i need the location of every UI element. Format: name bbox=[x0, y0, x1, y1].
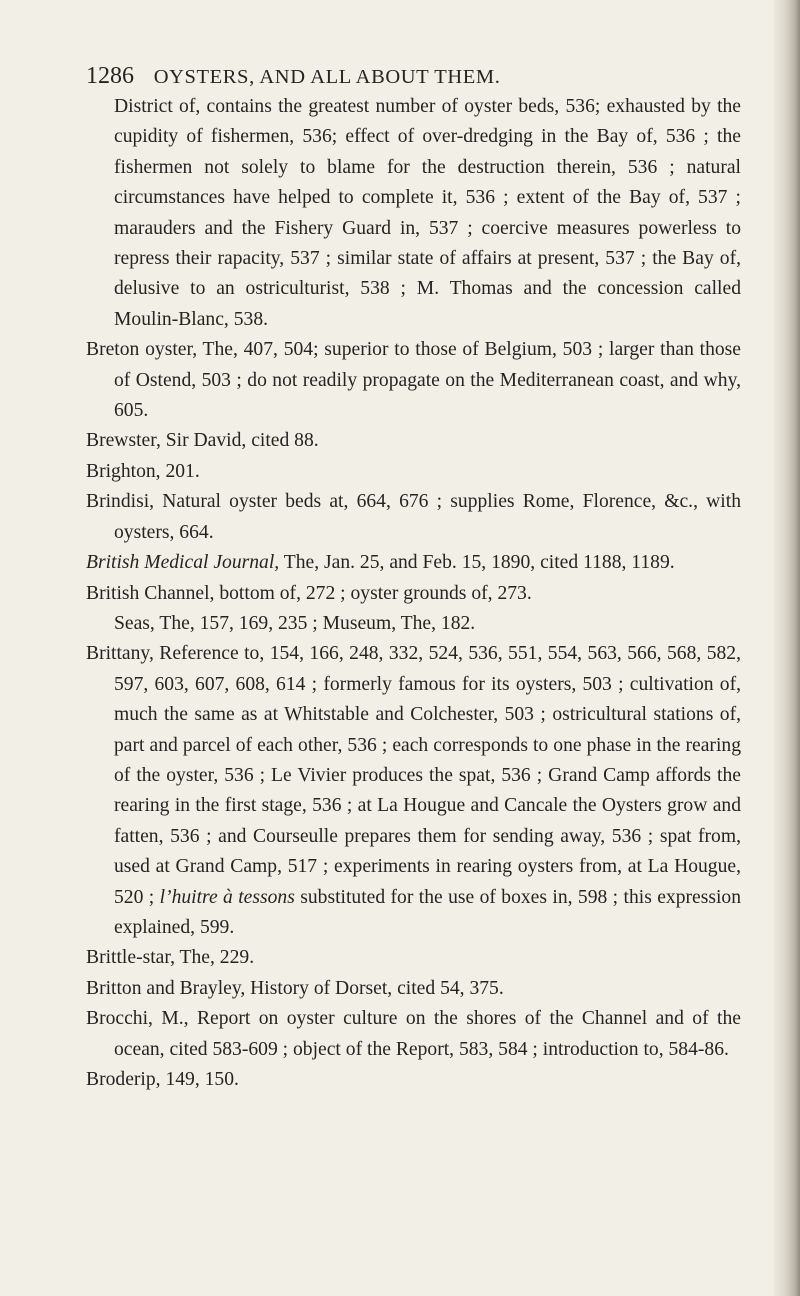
running-title: OYSTERS, AND ALL ABOUT THEM. bbox=[153, 66, 501, 88]
entry-text: Brocchi, M., Report on oyster culture on the shores of the Channel and of the ocean, cited 583-609 ; object of the Report, 583, 584 ; introduction to, 584-86. bbox=[86, 1008, 741, 1060]
entry-text: Brittany, Reference to, 154, 166, 248, 332, 524, 536, 551, 554, 563, 566, 568, 582, 597, 603, 607, 608, 614 ; formerly famous for its oysters, 503 ; cultivation of, much the same as at Whitstable and Colchester, 503 ; ostricultural stations of, part and parcel of each other, 536 ; each corresponds to one phase in the rearing of the oyster, 536 ; Le Vivier produces the spat, 536 ; Grand Camp affords the rearing in the first stage, 536 ; at La Hougue and Cancale the Oysters grow and fatten, 536 ; and Courseulle prepares them for sending away, 536 ; spat from, used at Grand Camp, 517 ; experiments in rearing oysters from, at La Hougue, 520 ; bbox=[86, 643, 741, 908]
entry-text: substituted for the use of boxes in, 598 ; this expression explained, 599. bbox=[114, 886, 742, 938]
entry-text: Brindisi, Natural oyster beds at, 664, 676 ; supplies Rome, Florence, &c., with oysters, 664. bbox=[86, 491, 741, 543]
entry-text: The, Jan. 25, and Feb. 15, 1890, cited 1188, 1189. bbox=[279, 552, 675, 574]
italic-title: l’huitre à tessons bbox=[159, 886, 295, 908]
entry-text: Brighton, 201. bbox=[86, 460, 200, 482]
entry-text: Breton oyster, The, 407, 504; superior to those of Belgium, 503 ; larger than those of Ostend, 503 ; do not readily propagate on the Mediterranean coast, and why, 605. bbox=[86, 339, 741, 422]
entry-text: District of, contains the greatest number of oyster beds, 536; exhausted by the cupidity of fishermen, 536; effect of over-dredging in the Bay of, 536 ; the fishermen not solely to blame for the destruction therein, 536 ; natural circumstances have helped to complete it, 536 ; extent of the Bay of, 537 ; marauders and the Fishery Guard in, 537 ; coercive measures powerless to repress their rapacity, 537 ; similar state of affairs at present, 537 ; the Bay of, delusive to an ostriculturist, 538 ; M. Thomas and the concession called Moulin-Blanc, 538. bbox=[114, 96, 741, 330]
entry-text: Britton and Brayley, History of Dorset, cited 54, 375. bbox=[86, 977, 504, 999]
index-entry bbox=[86, 974, 741, 1004]
entry-text: Brittle-star, The, 229. bbox=[86, 947, 255, 969]
index-subentry bbox=[86, 609, 741, 639]
index-entry bbox=[86, 639, 741, 943]
index-entry bbox=[86, 1004, 741, 1065]
entry-text: British Channel, bottom of, 272 ; oyster grounds of, 273. bbox=[86, 582, 532, 604]
page-number: 1286 bbox=[86, 63, 134, 89]
index-entry bbox=[86, 548, 741, 578]
index-entry bbox=[86, 579, 741, 609]
index-entries bbox=[86, 92, 741, 1095]
index-entry bbox=[86, 335, 741, 426]
index-entry bbox=[86, 457, 741, 487]
index-entry bbox=[86, 487, 741, 548]
index-entry bbox=[86, 1065, 741, 1095]
running-header bbox=[86, 63, 706, 90]
italic-title: British Medical Journal, bbox=[86, 552, 280, 574]
index-entry bbox=[86, 943, 741, 973]
index-entry-continued bbox=[86, 92, 741, 335]
entry-text: Broderip, 149, 150. bbox=[86, 1069, 239, 1090]
index-entry bbox=[86, 426, 741, 456]
entry-text: Seas, The, 157, 169, 235 ; Museum, The, 182. bbox=[114, 612, 476, 634]
page-gutter-shadow bbox=[774, 0, 800, 1296]
entry-text: Brewster, Sir David, cited 88. bbox=[86, 430, 319, 452]
